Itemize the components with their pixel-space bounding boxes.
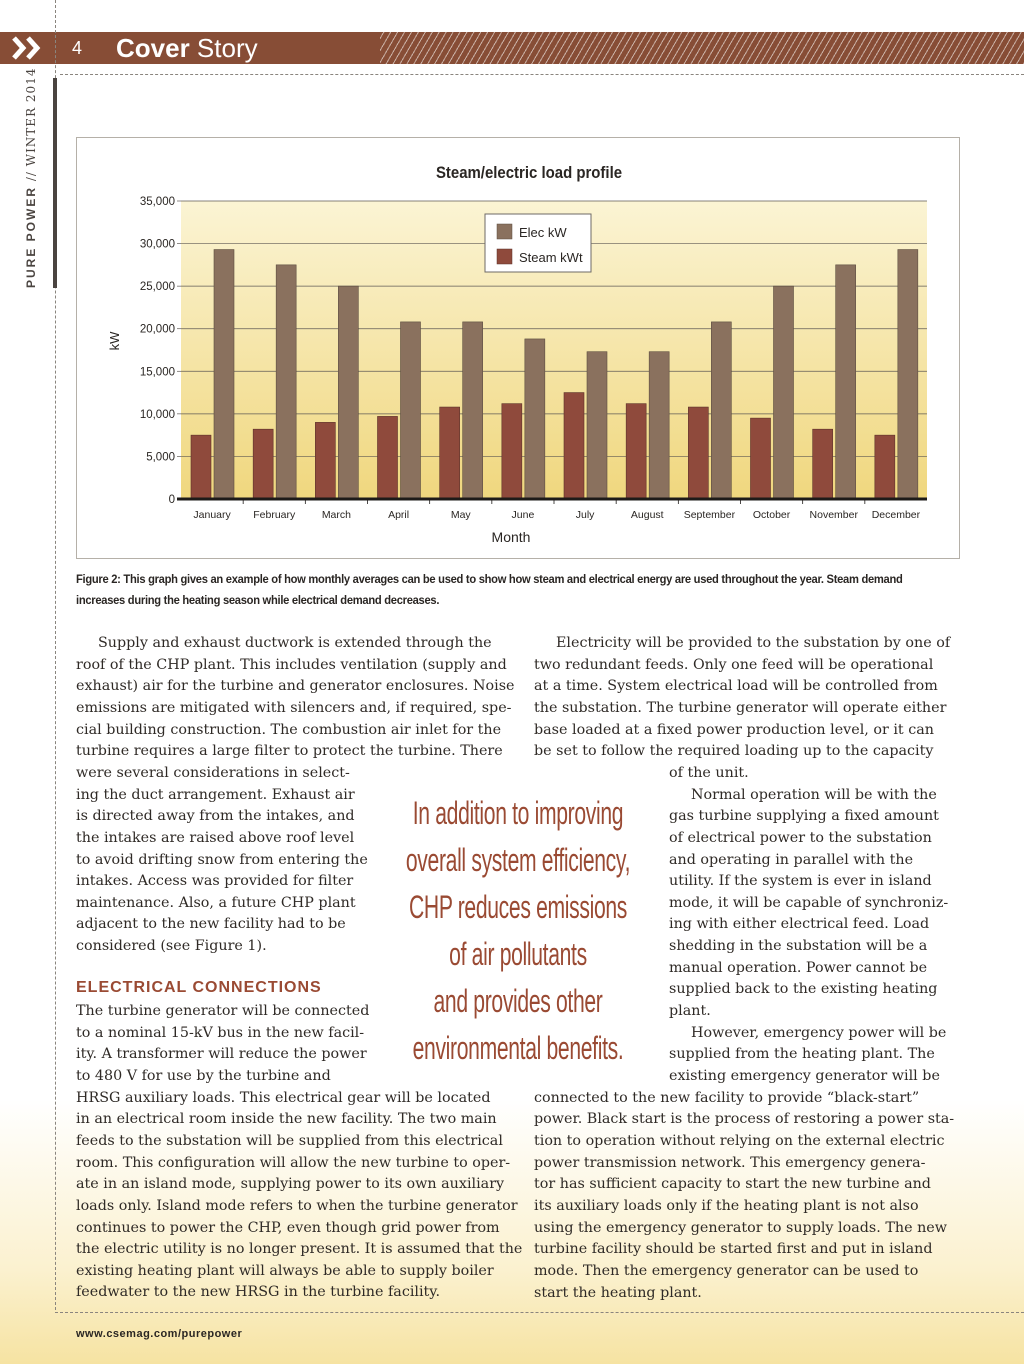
bar-elec-march [338,286,358,499]
x-tick-label: October [752,509,791,521]
x-tick-label: March [321,509,352,521]
text-line: to a nominal 15-kV bus in the new facil- [76,1024,365,1041]
page-number: 4 [72,38,83,58]
chart-frame [76,137,960,559]
bar-steam-october [751,418,771,499]
pull-quote [379,790,656,1072]
bar-elec-april [401,322,421,499]
text-line: start the heating plant. [534,1284,702,1301]
text-line: two redundant feeds. Only one feed will be operational [534,656,934,673]
text-line: intakes. Access was provided for filter [76,873,354,890]
text-line: and operating in parallel with the [669,851,914,868]
electrical-connections-heading: ELECTRICAL CONNECTIONS [76,979,322,996]
bar-elec-october [774,286,794,499]
double-chevron-icon [8,32,50,64]
bar-elec-july [587,352,607,499]
bar-steam-november [813,429,833,499]
chart-title: Steam/electric load profile [435,164,623,183]
bar-elec-february [276,265,296,499]
pull-quote-line: of air pollutants [449,936,587,972]
text-line: power transmission network. This emergency genera- [534,1154,926,1171]
text-line: shedding in the substation will be a [669,938,928,955]
bar-elec-september [711,322,731,499]
x-tick-label: November [809,509,858,521]
bar-steam-april [378,416,398,499]
x-tick-label: May [450,509,471,521]
bar-steam-september [688,407,708,499]
text-line: existing emergency generator will be [669,1068,940,1084]
text-line: existing heating plant will always be able to supply boiler [76,1262,494,1279]
header-divider [60,74,1024,75]
section-title-light: Story [189,33,258,63]
text-line: plant. [669,1003,711,1020]
text-line: manual operation. Power cannot be [669,959,928,976]
text-line: at a time. System electrical load will be controlled from [534,678,938,695]
text-line: base loaded at a fixed power production level, or it can [534,721,934,738]
text-line: continues to power the CHP, even though grid power from [76,1219,500,1236]
bar-elec-june [525,339,545,499]
text-line: tion to operation without relying on the external electric [534,1132,945,1149]
text-line: loads only. Island mode refers to when the turbine generator [76,1197,518,1214]
bar-elec-november [836,265,856,499]
pull-quote-line: and provides other [433,983,603,1019]
text-line: of the unit. [669,764,749,781]
y-axis-label: kW [107,331,122,351]
text-line: roof of the CHP plant. This includes ventilation (supply and [76,656,507,673]
x-tick-label: June [511,509,535,521]
issue-date: WINTER 2014 [24,67,38,167]
legend-label-elec: Elec kW [519,225,567,240]
text-line: the electric utility is no longer present. It is assumed that the [76,1241,523,1258]
legend-swatch-steam [497,249,512,264]
x-tick-label: February [253,509,296,521]
text-line: feeds to the substation will be supplied from this electrical [76,1132,503,1149]
text-line: exhaust) air for the turbine and generator enclosures. Noise [76,678,515,695]
text-line: its auxiliary loads only if the heating plant is not also [534,1197,919,1214]
text-line: using the emergency generator to supply loads. The new [534,1219,947,1236]
legend-swatch-elec [497,224,512,239]
bar-steam-december [875,435,895,499]
figure-caption: Figure 2: This graph gives an example of how monthly averages can be used to show how steam and electrical energy are used throughout the year. Steam demand increases during the heating season while electrical demand decreases. [76,572,903,607]
x-tick-label: January [193,509,231,521]
text-line: room. This configuration will allow the new turbine to oper- [76,1154,511,1171]
text-line: ity. A transformer will reduce the power [76,1046,367,1063]
text-line: maintenance. Also, a future CHP plant [76,894,356,911]
section-title [116,33,258,64]
y-tick-label: 25,000 [139,281,175,294]
text-line: is directed away from the intakes, and [76,808,355,825]
text-line: Normal operation will be with the [691,786,937,803]
text-line: mode. Then the emergency generator can be used to [534,1262,919,1279]
text-line: emissions are mitigated with silencers and, if required, spe- [76,699,512,716]
text-line: supplied back to the existing heating [669,981,938,998]
text-line: adjacent to the new facility had to be [76,916,346,933]
bar-elec-january [214,250,234,499]
y-tick-label: 20,000 [139,323,175,336]
text-line: The turbine generator will be connected [76,1003,370,1019]
pull-quote-line: In addition to improving [412,795,624,831]
y-tick-label: 15,000 [139,366,175,379]
load-profile-chart [77,138,959,558]
text-line: the substation. The turbine generator will operate either [534,699,947,716]
x-tick-label: December [871,509,921,521]
x-axis-label: Month [491,529,531,545]
text-line: ing the duct arrangement. Exhaust air [76,786,355,803]
text-line: However, emergency power will be [691,1024,947,1041]
text-line: turbine requires a large filter to protect the turbine. There [76,743,503,760]
bar-steam-july [564,393,584,499]
text-line: utility. If the system is ever in island [669,873,932,890]
footer-url: www.csemag.com/purepower [76,1328,243,1340]
text-line: cial building construction. The combustion air inlet for the [76,721,502,738]
x-tick-label: April [388,509,410,521]
bar-steam-january [191,435,211,499]
text-line: power. Black start is the process of restoring a power sta- [534,1111,955,1128]
pull-quote-line: environmental benefits. [412,1030,624,1066]
text-line: ing with either electrical feed. Load [669,916,930,933]
text-line: Supply and exhaust ductwork is extended through the [98,635,492,651]
y-tick-label: 0 [168,494,175,506]
y-tick-label: 5,000 [146,451,175,464]
text-line: connected to the new facility to provide “black-start” [534,1089,920,1106]
x-tick-label: August [630,509,664,521]
text-line: to avoid drifting snow from entering the [76,851,368,868]
text-line: supplied from the heating plant. The [669,1046,935,1063]
text-line: turbine facility should be started first and put in island [534,1241,933,1258]
bar-elec-august [649,352,669,499]
x-tick-label: September [683,509,736,521]
legend [485,214,591,272]
bar-elec-december [898,250,918,499]
bar-steam-march [315,422,335,499]
text-line: HRSG auxiliary loads. This electrical gear will be located [76,1089,491,1106]
bar-steam-august [626,404,646,499]
text-line: feedwater to the new HRSG in the turbine facility. [76,1284,441,1301]
text-line: in an electrical room inside the new facility. The two main [76,1111,497,1128]
text-line: of electrical power to the substation [669,829,932,846]
text-line: gas turbine supplying a fixed amount [669,808,939,825]
text-line: be set to follow the required loading up to the capacity [534,743,934,760]
bar-steam-february [253,429,273,499]
text-line: mode, it will be capable of synchroniz- [669,894,949,911]
magazine-name: PURE POWER [24,185,38,288]
legend-label-steam: Steam kWt [519,250,583,265]
text-line: were several considerations in select- [76,764,350,781]
text-line: Electricity will be provided to the substation by one of [556,635,951,651]
text-line: the intakes are raised above roof level [76,829,355,846]
side-separator: // [24,166,38,186]
section-title-bold: Cover [116,33,190,63]
bar-steam-may [440,407,460,499]
y-tick-label: 30,000 [139,238,175,251]
footer-divider [55,1312,1024,1313]
pull-quote-line: overall system efficiency, [405,842,631,878]
side-bar [53,78,57,288]
bar-elec-may [463,322,483,499]
text-line: considered (see Figure 1). [76,938,267,955]
text-line: tor has sufficient capacity to start the new turbine and [534,1176,931,1193]
x-tick-label: July [575,509,595,521]
y-tick-label: 35,000 [139,196,175,208]
y-tick-label: 10,000 [139,408,175,421]
pull-quote-line: CHP reduces emissions [408,889,628,925]
text-line: ate in an island mode, supplying power to its own auxiliary [76,1176,505,1193]
bar-steam-june [502,404,522,499]
text-line: to 480 V for use by the turbine and [76,1067,331,1084]
side-label [24,68,38,288]
